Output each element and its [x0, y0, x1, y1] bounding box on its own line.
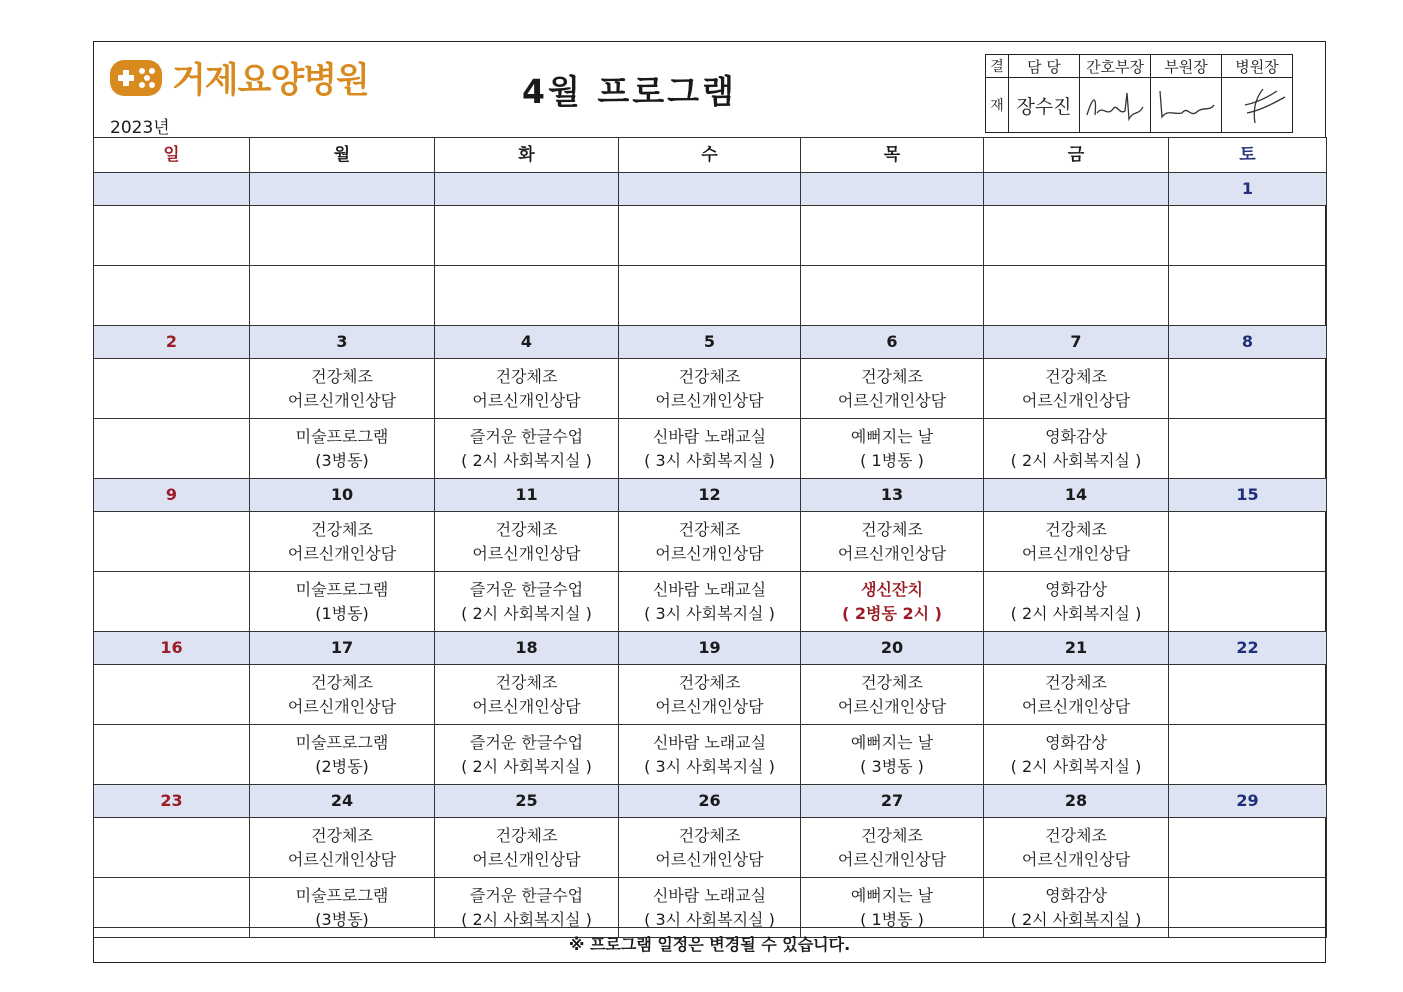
program-detail: (3병동) [315, 909, 369, 929]
approval-signature-cell [1222, 78, 1293, 133]
program-detail: 어르신개인상담 [287, 390, 397, 410]
program-cell [250, 572, 435, 632]
program-name: 신바람 노래교실 [652, 732, 767, 752]
date-cell: 5 [619, 326, 801, 359]
program-detail: ( 3시 사회복지실 ) [644, 450, 775, 470]
program-cell [801, 725, 984, 785]
approval-signature-cell [1151, 78, 1222, 133]
date-row [94, 173, 1327, 206]
program-detail: 어르신개인상담 [837, 543, 947, 563]
program-detail: 어르신개인상담 [655, 696, 764, 716]
program-detail: (1병동) [315, 603, 369, 623]
program-row [94, 725, 1327, 785]
program-detail: 어르신개인상담 [1021, 390, 1131, 410]
program-cell [801, 206, 984, 266]
date-cell [619, 173, 801, 206]
program-cell [1169, 572, 1327, 632]
signature-icon [1225, 85, 1289, 125]
weekday-header: 화 [435, 138, 619, 173]
program-name: 건강체조 [861, 672, 923, 692]
program-detail: 어르신개인상담 [472, 849, 581, 869]
hospital-name: 거제요양병원 [172, 61, 369, 101]
program-cell [1169, 725, 1327, 785]
program-cell [619, 419, 801, 479]
program-cell [619, 206, 801, 266]
program-name: 미술프로그램 [295, 732, 389, 752]
program-name: 건강체조 [678, 825, 741, 845]
date-cell: 2 [94, 326, 250, 359]
program-detail: ( 3병동 ) [860, 756, 924, 776]
program-cell [435, 266, 619, 326]
program-cell [1169, 818, 1327, 878]
program-cell [1169, 665, 1327, 725]
program-name: 예뻐지는 날 [850, 426, 934, 446]
program-name: 예뻐지는 날 [850, 732, 934, 752]
program-row [94, 206, 1327, 266]
date-row [94, 479, 1327, 512]
program-cell [94, 206, 250, 266]
approval-header: 부원장 [1151, 55, 1222, 78]
program-row [94, 359, 1327, 419]
program-detail: 어르신개인상담 [1021, 543, 1131, 563]
date-cell: 16 [94, 632, 250, 665]
signature-icon [1154, 85, 1218, 125]
program-name: 신바람 노래교실 [652, 426, 767, 446]
program-cell [94, 725, 250, 785]
program-name: 건강체조 [311, 366, 373, 386]
date-cell: 29 [1169, 785, 1327, 818]
program-name: 즐거운 한글수업 [469, 885, 584, 905]
approval-header: 담 당 [1009, 55, 1080, 78]
program-cell [250, 725, 435, 785]
approval-signer-cell [1009, 78, 1080, 133]
program-detail: ( 1병동 ) [860, 450, 924, 470]
program-cell [984, 419, 1169, 479]
program-cell [94, 665, 250, 725]
date-cell: 27 [801, 785, 984, 818]
program-cell [435, 206, 619, 266]
program-detail: 어르신개인상담 [472, 543, 581, 563]
program-name: 영화감상 [1045, 732, 1107, 752]
program-detail: (3병동) [315, 450, 369, 470]
program-detail: 어르신개인상담 [1021, 696, 1131, 716]
date-cell: 4 [435, 326, 619, 359]
approval-header: 간호부장 [1080, 55, 1151, 78]
program-cell [619, 572, 801, 632]
program-cell [984, 266, 1169, 326]
program-name: 건강체조 [495, 519, 558, 539]
program-cell [801, 818, 984, 878]
program-cell [94, 572, 250, 632]
year-label: 2023년 [110, 118, 170, 138]
footer-note: ※ 프로그램 일정은 변경될 수 있습니다. [93, 927, 1326, 963]
program-cell [250, 359, 435, 419]
signer-name: 장수진 [1016, 95, 1072, 118]
weekday-header-row [94, 138, 1327, 173]
program-cell [619, 359, 801, 419]
program-cell [984, 665, 1169, 725]
date-cell [984, 173, 1169, 206]
program-detail: 어르신개인상담 [287, 696, 397, 716]
date-cell: 7 [984, 326, 1169, 359]
date-cell: 6 [801, 326, 984, 359]
date-cell: 25 [435, 785, 619, 818]
program-cell [619, 818, 801, 878]
program-cell [250, 818, 435, 878]
program-name: 건강체조 [1045, 825, 1107, 845]
program-row [94, 818, 1327, 878]
program-row [94, 266, 1327, 326]
program-name: 영화감상 [1045, 426, 1107, 446]
program-cell [435, 665, 619, 725]
program-cell [1169, 359, 1327, 419]
date-cell [801, 173, 984, 206]
program-cell [1169, 419, 1327, 479]
program-detail: ( 2병동 2시 ) [842, 603, 942, 623]
program-detail: ( 2시 사회복지실 ) [461, 756, 592, 776]
program-cell [619, 725, 801, 785]
program-detail: ( 2시 사회복지실 ) [1010, 450, 1142, 470]
program-name: 미술프로그램 [295, 426, 389, 446]
program-cell [984, 572, 1169, 632]
approval-header: 병원장 [1222, 55, 1293, 78]
program-name: 미술프로그램 [295, 885, 389, 905]
program-name: 생신잔치 [861, 579, 923, 599]
program-cell [250, 419, 435, 479]
program-cell [94, 266, 250, 326]
program-detail: 어르신개인상담 [472, 696, 581, 716]
weekday-header: 토 [1169, 138, 1327, 173]
program-name: 예뻐지는 날 [850, 885, 934, 905]
program-name: 건강체조 [678, 519, 741, 539]
date-cell [250, 173, 435, 206]
date-cell: 17 [250, 632, 435, 665]
program-name: 건강체조 [495, 672, 558, 692]
program-cell [619, 266, 801, 326]
program-cell [435, 512, 619, 572]
program-detail: 어르신개인상담 [837, 390, 947, 410]
program-name: 즐거운 한글수업 [469, 426, 584, 446]
program-row [94, 512, 1327, 572]
program-cell [984, 206, 1169, 266]
program-name: 건강체조 [495, 366, 558, 386]
program-name: 미술프로그램 [295, 579, 389, 599]
program-cell [619, 512, 801, 572]
program-cell [435, 572, 619, 632]
program-detail: ( 1병동 ) [860, 909, 924, 929]
date-cell [435, 173, 619, 206]
date-cell: 21 [984, 632, 1169, 665]
program-cell [435, 725, 619, 785]
program-cell [250, 512, 435, 572]
date-cell: 9 [94, 479, 250, 512]
program-cell [1169, 266, 1327, 326]
program-cell [250, 206, 435, 266]
program-name: 신바람 노래교실 [652, 885, 767, 905]
program-name: 건강체조 [861, 825, 923, 845]
date-cell: 10 [250, 479, 435, 512]
program-name: 건강체조 [311, 519, 373, 539]
program-cell [94, 818, 250, 878]
program-detail: ( 2시 사회복지실 ) [461, 909, 592, 929]
calendar-table [93, 137, 1327, 938]
program-cell [801, 512, 984, 572]
date-cell: 13 [801, 479, 984, 512]
program-name: 건강체조 [861, 366, 923, 386]
program-name: 건강체조 [495, 825, 558, 845]
program-name: 건강체조 [311, 825, 373, 845]
date-cell: 26 [619, 785, 801, 818]
date-cell: 28 [984, 785, 1169, 818]
program-detail: (2병동) [315, 756, 369, 776]
program-name: 건강체조 [311, 672, 373, 692]
program-row [94, 419, 1327, 479]
date-cell: 18 [435, 632, 619, 665]
program-name: 즐거운 한글수업 [469, 732, 584, 752]
date-cell: 8 [1169, 326, 1327, 359]
weekday-header: 일 [94, 138, 250, 173]
date-cell: 22 [1169, 632, 1327, 665]
date-row [94, 785, 1327, 818]
program-cell [984, 725, 1169, 785]
program-name: 영화감상 [1045, 885, 1107, 905]
birthday-party-cell [801, 572, 984, 632]
date-cell: 15 [1169, 479, 1327, 512]
weekday-header: 수 [619, 138, 801, 173]
program-detail: ( 2시 사회복지실 ) [1010, 756, 1142, 776]
hospital-logo [108, 53, 369, 103]
program-cell [619, 665, 801, 725]
program-cell [801, 359, 984, 419]
hospital-cross-icon [108, 56, 164, 100]
signature-icon [1083, 85, 1147, 125]
date-cell: 24 [250, 785, 435, 818]
program-name: 영화감상 [1045, 579, 1107, 599]
program-detail: 어르신개인상담 [655, 849, 764, 869]
program-cell [801, 419, 984, 479]
program-cell [435, 419, 619, 479]
program-cell [1169, 512, 1327, 572]
program-name: 건강체조 [678, 672, 741, 692]
program-name: 건강체조 [1045, 366, 1107, 386]
date-row [94, 326, 1327, 359]
date-cell: 19 [619, 632, 801, 665]
program-detail: 어르신개인상담 [837, 849, 947, 869]
program-row [94, 665, 1327, 725]
approval-signature-cell [1080, 78, 1151, 133]
program-cell [94, 419, 250, 479]
date-cell: 20 [801, 632, 984, 665]
program-name: 건강체조 [678, 366, 741, 386]
program-detail: ( 2시 사회복지실 ) [461, 450, 592, 470]
program-detail: ( 2시 사회복지실 ) [1010, 603, 1142, 623]
program-cell [984, 512, 1169, 572]
program-detail: ( 3시 사회복지실 ) [644, 909, 775, 929]
program-name: 즐거운 한글수업 [469, 579, 584, 599]
program-cell [984, 818, 1169, 878]
program-detail: ( 2시 사회복지실 ) [461, 603, 592, 623]
program-name: 건강체조 [1045, 672, 1107, 692]
program-detail: 어르신개인상담 [287, 849, 397, 869]
date-cell [94, 173, 250, 206]
program-detail: 어르신개인상담 [655, 543, 764, 563]
program-cell [250, 665, 435, 725]
program-detail: ( 2시 사회복지실 ) [1010, 909, 1142, 929]
program-cell [984, 359, 1169, 419]
date-cell: 14 [984, 479, 1169, 512]
program-cell [435, 359, 619, 419]
weekday-header: 금 [984, 138, 1169, 173]
approval-side-top: 결 [986, 55, 1009, 78]
date-cell: 23 [94, 785, 250, 818]
program-detail: 어르신개인상담 [655, 390, 764, 410]
program-detail: 어르신개인상담 [287, 543, 397, 563]
date-cell: 3 [250, 326, 435, 359]
program-detail: 어르신개인상담 [472, 390, 581, 410]
weekday-header: 목 [801, 138, 984, 173]
program-cell [250, 266, 435, 326]
program-detail: 어르신개인상담 [1021, 849, 1131, 869]
date-cell: 11 [435, 479, 619, 512]
program-detail: 어르신개인상담 [837, 696, 947, 716]
program-detail: ( 3시 사회복지실 ) [644, 756, 775, 776]
date-cell: 12 [619, 479, 801, 512]
program-name: 건강체조 [1045, 519, 1107, 539]
program-cell [801, 665, 984, 725]
program-cell [94, 359, 250, 419]
program-name: 건강체조 [861, 519, 923, 539]
page-title: 4월 프로그램 [522, 72, 737, 111]
program-cell [801, 266, 984, 326]
program-cell [94, 512, 250, 572]
date-cell: 1 [1169, 173, 1327, 206]
program-detail: ( 3시 사회복지실 ) [644, 603, 775, 623]
program-name: 신바람 노래교실 [652, 579, 767, 599]
date-row [94, 632, 1327, 665]
program-cell [1169, 206, 1327, 266]
program-cell [435, 818, 619, 878]
weekday-header: 월 [250, 138, 435, 173]
approval-side-bottom: 재 [986, 78, 1009, 133]
program-row [94, 572, 1327, 632]
approval-box [985, 54, 1293, 133]
